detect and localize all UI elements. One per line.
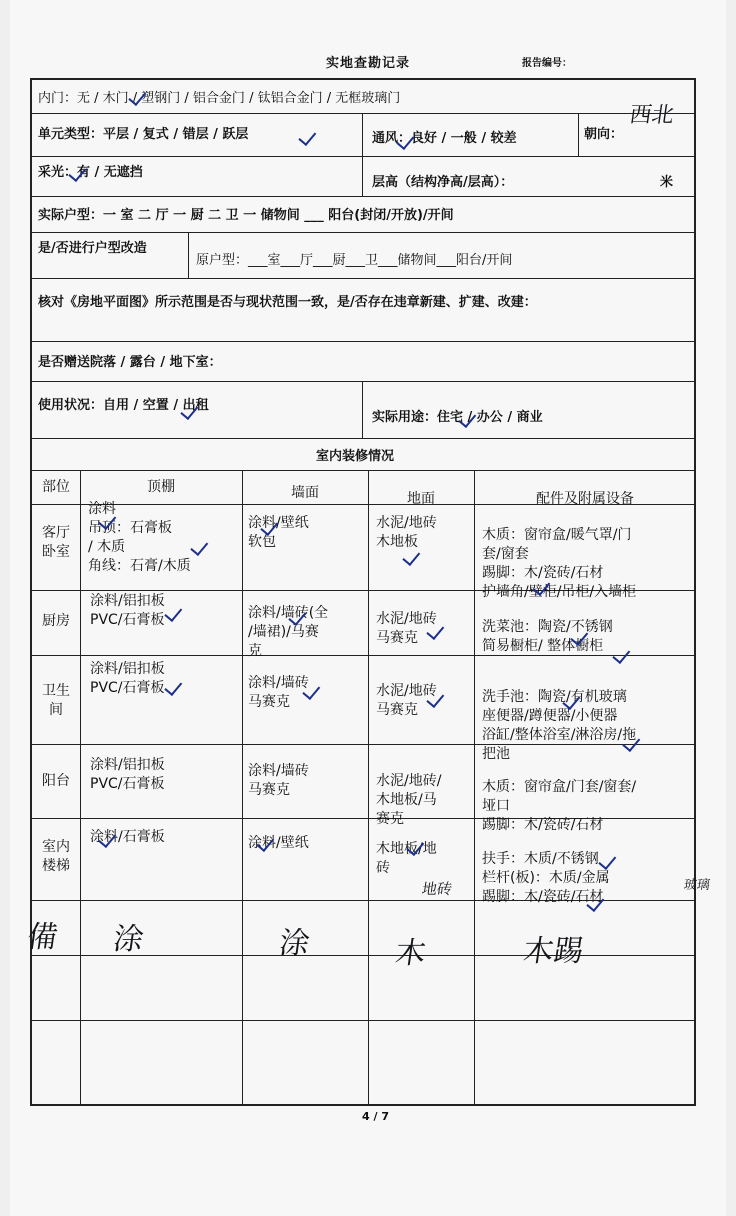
col-divider xyxy=(362,381,363,438)
row-divider xyxy=(30,278,696,279)
row-divider xyxy=(30,341,696,342)
row-part: 厨房 xyxy=(42,613,70,629)
floor-height-unit: 米 xyxy=(660,175,674,190)
gift-row: 是否赠送院落 / 露台 / 地下室： xyxy=(38,355,222,370)
header-wall: 墙面 xyxy=(291,485,319,501)
row-fittings: 木质：窗帘盒/门套/窗套/ 垭口 踢脚：木/瓷砖/石材 xyxy=(482,779,637,833)
handwritten-ceiling: 涂 xyxy=(111,922,146,957)
row-ceiling: 涂料/铝扣板 PVC/石膏板 xyxy=(90,593,165,628)
row-divider xyxy=(30,156,696,157)
col-divider xyxy=(188,232,189,278)
plan-check-row: 核对《房地平面图》所示范围是否与现状范围一致，是/否存在违章新建、扩建、改建： xyxy=(38,295,537,310)
row-ceiling: 涂料/石膏板 xyxy=(90,829,165,845)
row-wall: 涂料/墙砖(全 /墙裙)/马赛 克 xyxy=(248,605,329,659)
header-floor: 地面 xyxy=(407,491,435,507)
header-part: 部位 xyxy=(42,479,70,495)
row-floor: 水泥/地砖 马赛克 xyxy=(376,611,437,646)
row-floor: 木地板/地 砖 xyxy=(376,841,437,876)
document-page xyxy=(10,0,726,1216)
handwritten-remark-label: 備 xyxy=(25,920,60,955)
margin-note-floor-tile: 地砖 xyxy=(420,880,454,898)
row-part: 室内 楼梯 xyxy=(42,839,70,874)
actual-use-row: 实际用途：住宅 / 办公 / 商业 xyxy=(372,410,543,425)
handwritten-wall: 涂 xyxy=(277,926,312,961)
col-divider xyxy=(362,113,363,196)
row-wall: 涂料/墙砖 马赛克 xyxy=(248,763,309,798)
row-divider xyxy=(30,470,696,471)
row-floor: 水泥/地砖/ 木地板/马 赛克 xyxy=(376,773,442,827)
row-part: 客厅 卧室 xyxy=(42,525,70,560)
floor-height-row: 层高（结构净高/层高）： xyxy=(372,175,514,190)
ventilation-row: 通风：良好 / 一般 / 较差 xyxy=(372,131,517,146)
row-floor: 水泥/地砖 木地板 xyxy=(376,515,437,550)
report-number-label: 报告编号： xyxy=(522,58,572,69)
handwritten-fittings: 木踢 xyxy=(521,934,586,969)
row-ceiling: 涂料/铝扣板 PVC/石膏板 xyxy=(90,757,165,792)
row-fittings: 洗菜池：陶瓷/不锈钢 简易橱柜/ 整体橱柜 xyxy=(482,619,613,654)
row-floor: 水泥/地砖 马赛克 xyxy=(376,683,437,718)
col-divider xyxy=(578,113,579,156)
header-fittings: 配件及附属设备 xyxy=(536,491,634,507)
page-number: 4 / 7 xyxy=(362,1110,389,1123)
col-divider xyxy=(80,470,81,1106)
orientation-label: 朝向： xyxy=(584,127,624,142)
col-divider xyxy=(242,470,243,1106)
row-fittings: 木质：窗帘盒/暖气罩/门 套/窗套 踢脚：木/瓷砖/石材 护墙角/壁柜/吊柜/入墙柜 xyxy=(482,527,637,600)
row-fittings: 洗手池：陶瓷/有机玻璃 座便器/蹲便器/小便器 浴缸/整体浴室/淋浴房/拖 把池 xyxy=(482,689,637,762)
row-divider xyxy=(30,438,696,439)
usage-status-row: 使用状况：自用 / 空置 / 出租 xyxy=(38,398,209,413)
col-divider xyxy=(368,470,369,1106)
orientation-handwriting: 西北 xyxy=(627,103,676,128)
row-divider xyxy=(30,381,696,382)
row-part: 阳台 xyxy=(42,773,70,789)
row-ceiling: 涂料/铝扣板 PVC/石膏板 xyxy=(90,661,165,696)
handwritten-floor: 木 xyxy=(393,936,428,971)
renovation-row: 是/否进行户型改造 xyxy=(38,241,147,256)
decoration-section-title: 室内装修情况 xyxy=(316,449,395,464)
row-divider xyxy=(30,232,696,233)
row-wall: 涂料/壁纸 xyxy=(248,835,309,851)
document-title: 实地查勘记录 xyxy=(326,56,411,71)
row-ceiling: 涂料 吊顶：石膏板 / 木质 角线：石膏/木质 xyxy=(88,501,191,574)
row-divider xyxy=(30,196,696,197)
row-divider xyxy=(30,113,696,114)
row-part: 卫生 间 xyxy=(42,683,70,718)
unit-type-row: 单元类型：平层 / 复式 / 错层 / 跃层 xyxy=(38,127,249,142)
lighting-row: 采光：有 / 无遮挡 xyxy=(38,165,143,180)
margin-note-glass: 玻璃 xyxy=(682,878,711,893)
header-ceiling: 顶棚 xyxy=(147,479,175,495)
row-divider xyxy=(30,1020,696,1021)
row-wall: 涂料/壁纸 软包 xyxy=(248,515,309,550)
original-layout-row: 原户型：___室___厅___厨___卫___储物间___阳台/开间 xyxy=(196,253,513,268)
row-fittings: 扶手：木质/不锈钢 栏杆(板)：木质/金属 踢脚：木/瓷砖/石材 xyxy=(482,851,610,905)
row-wall: 涂料/墙砖 马赛克 xyxy=(248,675,309,710)
inner-door-row: 内门：无 / 木门 / 塑钢门 / 铝合金门 / 钛铝合金门 / 无框玻璃门 xyxy=(38,91,401,106)
col-divider xyxy=(474,470,475,1106)
actual-layout-row: 实际户型：一 室 二 厅 一 厨 二 卫 一 储物间 ___ 阳台(封闭/开放)/开间 xyxy=(38,208,454,223)
